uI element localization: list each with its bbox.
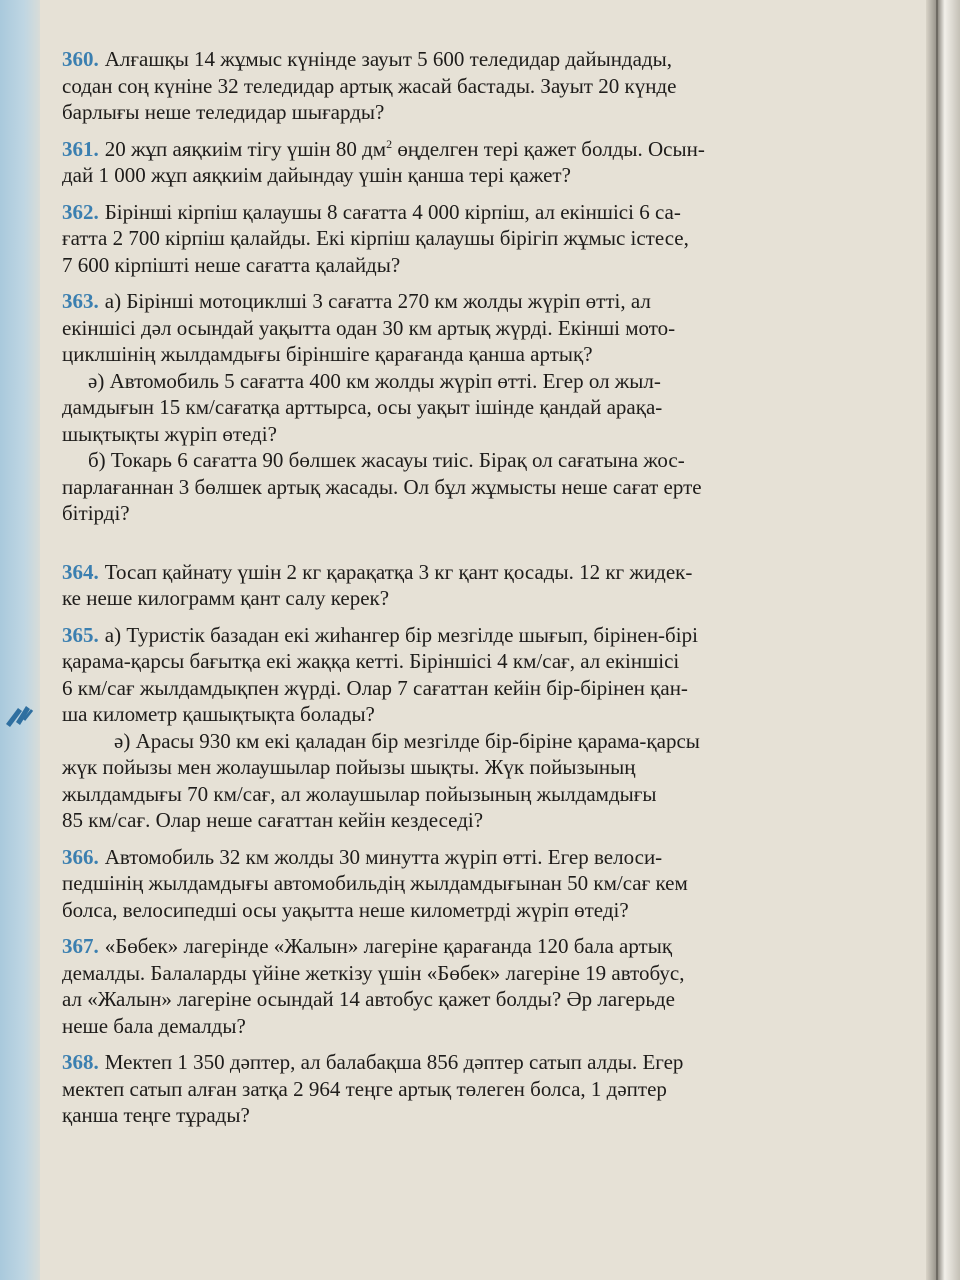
subproblem-text-line: б) Токарь 6 сағатта 90 бөлшек жасауы тиіс. Бірақ ол сағатына жос- — [88, 448, 685, 472]
problem-text-line: қанша теңге тұрады? — [62, 1103, 250, 1127]
subproblem-text-line: ә) Автомобиль 5 сағатта 400 км жолды жүріп өтті. Егер ол жыл- — [88, 368, 661, 393]
problem-text-line: Мектеп 1 350 дәптер, ал балабақша 856 дәптер сатып алды. Егер — [104, 1050, 684, 1074]
problem-text-line: 6 км/сағ жылдамдықпен жүрді. Олар 7 сағаттан кейін бір-бірінен қан- — [62, 675, 688, 700]
problem-number: 363. — [62, 289, 99, 313]
problem-text-line: а) Бірінші мотоциклші 3 сағатта 270 км жолды жүріп өтті, ал — [104, 289, 651, 313]
problem-364 — [62, 559, 892, 612]
problem-text-line: қарама-қарсы бағытқа екі жаққа кетті. Біріншісі 4 км/сағ, ал екіншісі — [62, 649, 680, 673]
problem-text-line: Бірінші кірпіш қалаушы 8 сағатта 4 000 кірпіш, ал екіншісі 6 са- — [104, 199, 681, 224]
problem-362 — [62, 199, 892, 279]
subproblem-text-line: 85 км/сағ. Олар неше сағаттан кейін кездеседі? — [62, 808, 484, 832]
subproblem-text-line: жылдамдығы 70 км/сағ, ал жолаушылар пойызының жылдамдығы — [62, 781, 657, 806]
problem-text-line: «Бөбек» лагерінде «Жалын» лагеріне қарағанда 120 бала артық — [104, 934, 673, 958]
problem-text-line: болса, велосипедші осы уақытта неше километрді жүріп өтеді? — [62, 897, 629, 922]
problem-text-line: мектеп сатып алған затқа 2 964 теңге артық төлеген болса, 1 дәптер — [62, 1076, 667, 1101]
problem-text-line: Тосап қайнату үшін 2 кг қарақатқа 3 кг қант қосады. 12 кг жидек- — [104, 559, 693, 584]
left-margin-strip — [0, 0, 40, 1280]
subproblem-text-line: парлағаннан 3 бөлшек артық жасады. Ол бұл жұмысты неше сағат ерте — [62, 474, 702, 499]
problem-text-line: дай 1 000 жұп аяқкиім дайындау үшін қанша тері қажет? — [62, 163, 571, 187]
problem-number: 361. — [62, 136, 99, 161]
problem-text-line: ша километр қашықтықта болады? — [62, 702, 375, 726]
problem-368 — [62, 1049, 892, 1129]
problem-number: 367. — [62, 934, 99, 958]
book-spine-edge — [926, 0, 960, 1280]
problem-number: 360. — [62, 47, 99, 71]
subproblem-text-line: жүк пойызы мен жолаушылар пойызы шықты. Жүк пойызының — [62, 755, 636, 779]
problem-text-line: ке неше килограмм қант салу керек? — [62, 586, 390, 610]
problem-text-line: Алғашқы 14 жұмыс күнінде зауыт 5 600 теледидар дайындады, — [104, 47, 672, 71]
subproblem-text-line: бітірді? — [62, 501, 130, 525]
subproblem-text-line: дамдығын 15 км/сағатқа арттырса, осы уақыт ішінде қандай арақа- — [62, 395, 663, 419]
problem-number: 368. — [62, 1050, 99, 1074]
problem-365 — [62, 622, 892, 834]
problem-number: 362. — [62, 199, 99, 224]
problem-number: 364. — [62, 559, 99, 584]
problem-number: 365. — [62, 622, 99, 647]
problem-366 — [62, 844, 892, 924]
problem-text-line: барлығы неше теледидар шығарды? — [62, 100, 385, 124]
problem-list — [62, 46, 892, 1139]
problem-360 — [62, 46, 892, 126]
problem-number: 366. — [62, 844, 99, 869]
margin-pencil-icon — [2, 700, 36, 730]
problem-text-line: содан соң күніне 32 теледидар артық жасай бастады. Зауыт 20 күнде — [62, 73, 677, 98]
problem-text-line: 7 600 кірпішті неше сағатта қалайды? — [62, 252, 401, 277]
problem-text-line: екіншісі дәл осындай уақытта одан 30 км артық жүрді. Екінші мото- — [62, 315, 676, 340]
problem-text-line: педшінің жылдамдығы автомобильдің жылдамдығынан 50 км/сағ кем — [62, 871, 688, 895]
problem-text-line: а) Туристік базадан екі жиһангер бір мезгілде шығып, бірінен-бірі — [104, 622, 698, 647]
problem-361 — [62, 136, 892, 189]
problem-text-line: ғатта 2 700 кірпіш қалайды. Екі кірпіш қалаушы бірігіп жұмыс істесе, — [62, 226, 689, 250]
problem-367 — [62, 933, 892, 1039]
problem-text-line: циклшінің жылдамдығы біріншіге қарағанда қанша артық? — [62, 342, 593, 366]
subproblem-text-line: ә) Арасы 930 км екі қаладан бір мезгілде бір-біріне қарама-қарсы — [114, 728, 700, 753]
problem-text-line: неше бала демалды? — [62, 1013, 246, 1038]
problem-text-line: ал «Жалын» лагеріне осындай 14 автобус қажет болды? Әр лагерьде — [62, 987, 675, 1011]
problem-text-line-cont: өңделген тері қажет болды. Осын- — [392, 136, 705, 161]
superscript: 2 — [386, 136, 393, 151]
subproblem-text-line: шықтықты жүріп өтеді? — [62, 421, 277, 446]
problem-text-line: 20 жұп аяқкиім тігу үшін 80 дм — [104, 136, 387, 161]
problem-363 — [62, 288, 892, 527]
problem-text-line: демалды. Балаларды үйіне жеткізу үшін «Бөбек» лагеріне 19 автобус, — [62, 960, 685, 985]
problem-text-line: Автомобиль 32 км жолды 30 минутта жүріп өтті. Егер велоси- — [104, 844, 663, 869]
